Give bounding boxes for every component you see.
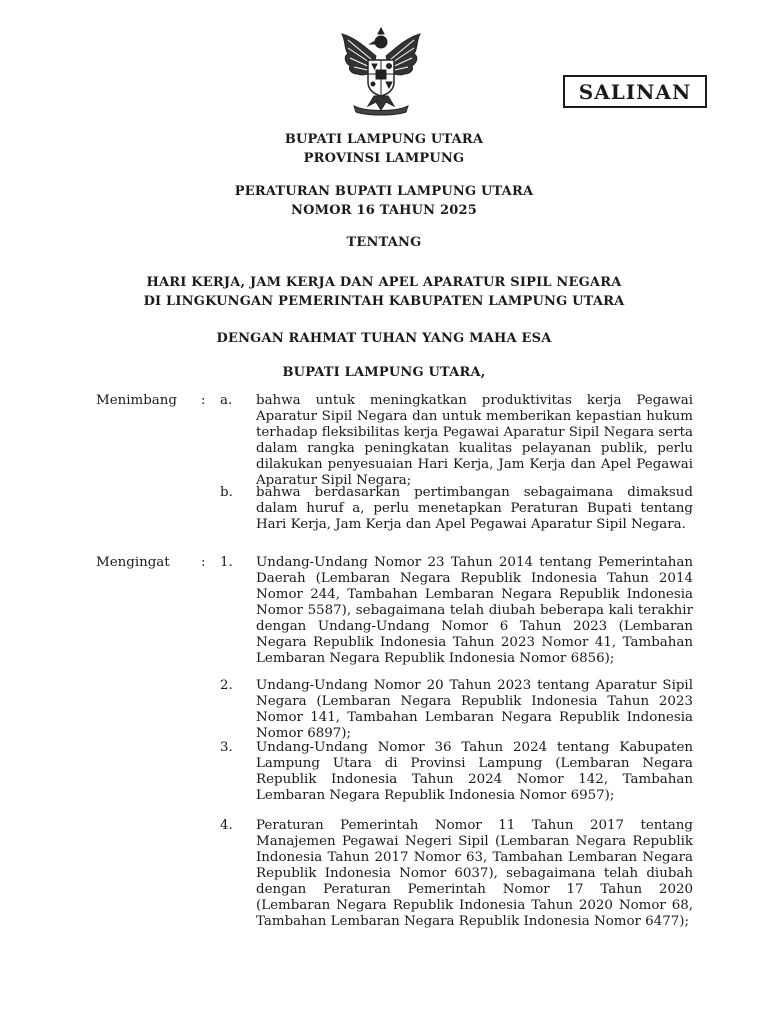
blessing-line: DENGAN RAHMAT TUHAN YANG MAHA ESA <box>216 331 552 346</box>
mengingat-item-3: Undang-Undang Nomor 36 Tahun 2024 tentang Kabupaten Lampung Utara di Provinsi Lampung (Lembaran Negara Republik Indonesia Tahun 2024 Nomor 142, Tambahan Lembaran Negara Republik Indonesia Nomor 6957); <box>256 740 693 804</box>
mengingat-marker-1: 1. <box>220 555 233 570</box>
issuer-signature-heading: BUPATI LAMPUNG UTARA, <box>282 365 486 380</box>
regulation-number: NOMOR 16 TAHUN 2025 <box>291 203 477 218</box>
province-title: PROVINSI LAMPUNG <box>303 151 465 166</box>
menimbang-colon: : <box>201 393 206 408</box>
mengingat-item-4: Peraturan Pemerintah Nomor 11 Tahun 2017 tentang Manajemen Pegawai Negeri Sipil (Lembaran Negara Republik Indonesia Tahun 2017 Nomor 63, Tambahan Lembaran Negara Republik Indonesia Nomor 6037), sebagaimana telah diubah dengan Peraturan Pemerintah Nomor 17 Tahun 2020 (Lembaran Negara Republik Indonesia Tahun 2020 Nomor 68, Tambahan Lembaran Negara Republik Indonesia Nomor 6477); <box>256 818 693 930</box>
subject-line-2: DI LINGKUNGAN PEMERINTAH KABUPATEN LAMPUNG UTARA <box>143 294 625 309</box>
issuer-title: BUPATI LAMPUNG UTARA <box>284 132 484 147</box>
mengingat-marker-3: 3. <box>220 740 233 755</box>
mengingat-item-1: Undang-Undang Nomor 23 Tahun 2014 tentang Pemerintahan Daerah (Lembaran Negara Republik Indonesia Tahun 2014 Nomor 244, Tambahan Lembaran Negara Republik Indonesia Nomor 5587), sebagaimana telah diubah beberapa kali terakhir dengan Undang-Undang Nomor 6 Tahun 2023 (Lembaran Negara Republik Indonesia Tahun 2023 Nomor 41, Tambahan Lembaran Negara Republik Indonesia Nomor 6856); <box>256 555 693 667</box>
menimbang-item-b: bahwa berdasarkan pertimbangan sebagaimana dimaksud dalam huruf a, perlu menetapkan Peraturan Bupati tentang Hari Kerja, Jam Kerja dan Apel Pegawai Aparatur Sipil Negara. <box>256 485 693 533</box>
garuda-emblem-icon <box>332 26 430 116</box>
menimbang-label: Menimbang <box>96 393 177 408</box>
about-heading: TENTANG <box>346 235 422 250</box>
mengingat-marker-4: 4. <box>220 818 233 833</box>
menimbang-marker-b: b. <box>220 485 233 500</box>
subject-line-1: HARI KERJA, JAM KERJA DAN APEL APARATUR SIPIL NEGARA <box>146 275 622 290</box>
salinan-stamp: SALINAN <box>563 75 707 108</box>
menimbang-marker-a: a. <box>220 393 233 408</box>
mengingat-item-2: Undang-Undang Nomor 20 Tahun 2023 tentang Aparatur Sipil Negara (Lembaran Negara Republik Indonesia Tahun 2023 Nomor 141, Tambahan Lembaran Negara Republik Indonesia Nomor 6897); <box>256 678 693 742</box>
mengingat-label: Mengingat <box>96 555 170 570</box>
mengingat-colon: : <box>201 555 206 570</box>
regulation-title: PERATURAN BUPATI LAMPUNG UTARA <box>234 184 534 199</box>
mengingat-marker-2: 2. <box>220 678 233 693</box>
menimbang-item-a: bahwa untuk meningkatkan produktivitas kerja Pegawai Aparatur Sipil Negara dan untuk memberikan kepastian hukum terhadap fleksibilitas kerja Pegawai Aparatur Sipil Negara serta dalam rangka peningkatan kualitas pelayanan publik, perlu dilakukan penyesuaian Hari Kerja, Jam Kerja dan Apel Pegawai Aparatur Sipil Negara; <box>256 393 693 489</box>
